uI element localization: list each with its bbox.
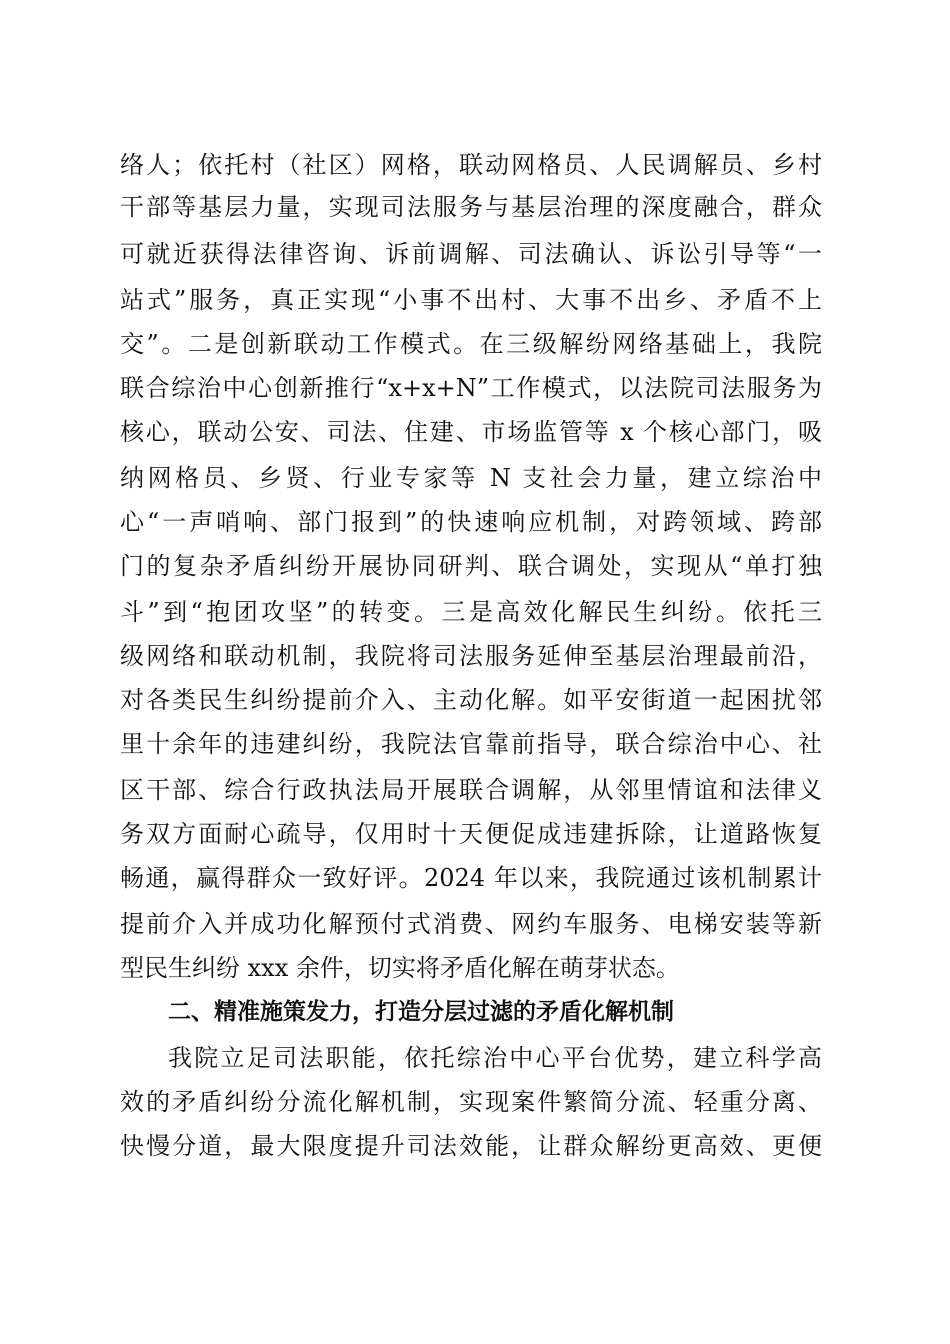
body-text-line: 提前介入并成功化解预付式消费、网约车服务、电梯安装等新 xyxy=(120,910,822,938)
body-text-line: 心“一声哨响、部门报到”的快速响应机制，对跨领域、跨部 xyxy=(120,508,822,536)
body-text-line: 站式”服务，真正实现“小事不出村、大事不出乡、矛盾不上 xyxy=(120,286,822,314)
body-text-line: 门的复杂矛盾纠纷开展协同研判、联合调处，实现从“单打独 xyxy=(120,552,822,580)
section-heading: 二、精准施策发力，打造分层过滤的矛盾化解机制 xyxy=(168,999,674,1025)
body-text-line: 畅通，赢得群众一致好评。2024 年以来，我院通过该机制累计 xyxy=(120,864,822,892)
body-text-line: 效的矛盾纠纷分流化解机制，实现案件繁简分流、轻重分离、 xyxy=(120,1088,822,1116)
body-text-line: 我院立足司法职能，依托综治中心平台优势，建立科学高 xyxy=(168,1044,822,1072)
body-text-line: 可就近获得法律咨询、诉前调解、司法确认、诉讼引导等“一 xyxy=(120,240,822,268)
body-text-line: 干部等基层力量，实现司法服务与基层治理的深度融合，群众 xyxy=(120,193,822,221)
body-text-line: 交”。二是创新联动工作模式。在三级解纷网络基础上，我院 xyxy=(120,330,822,358)
body-text-line: 快慢分道，最大限度提升司法效能，让群众解纷更高效、更便 xyxy=(120,1132,822,1160)
body-text-line: 级网络和联动机制，我院将司法服务延伸至基层治理最前沿， xyxy=(120,642,822,670)
body-text-line: 务双方面耐心疏导，仅用时十天便促成违建拆除，让道路恢复 xyxy=(120,820,822,848)
body-text-line: 型民生纠纷 xxx 余件，切实将矛盾化解在萌芽状态。 xyxy=(120,954,680,982)
body-text-line: 对各类民生纠纷提前介入、主动化解。如平安街道一起困扰邻 xyxy=(120,686,822,714)
body-text-line: 斗”到“抱团攻坚”的转变。三是高效化解民生纠纷。依托三 xyxy=(120,598,822,626)
body-text-line: 里十余年的违建纠纷，我院法官靠前指导，联合综治中心、社 xyxy=(120,730,822,758)
body-text-line: 纳网格员、乡贤、行业专家等 N 支社会力量，建立综治中 xyxy=(120,464,822,492)
body-text-line: 核心，联动公安、司法、住建、市场监管等 x 个核心部门，吸 xyxy=(120,418,822,446)
body-text-line: 络人；依托村（社区）网格，联动网格员、人民调解员、乡村 xyxy=(120,151,822,179)
body-text-line: 区干部、综合行政执法局开展联合调解，从邻里情谊和法律义 xyxy=(120,776,822,804)
body-text-line: 联合综治中心创新推行“x+x+N”工作模式，以法院司法服务为 xyxy=(120,374,822,402)
